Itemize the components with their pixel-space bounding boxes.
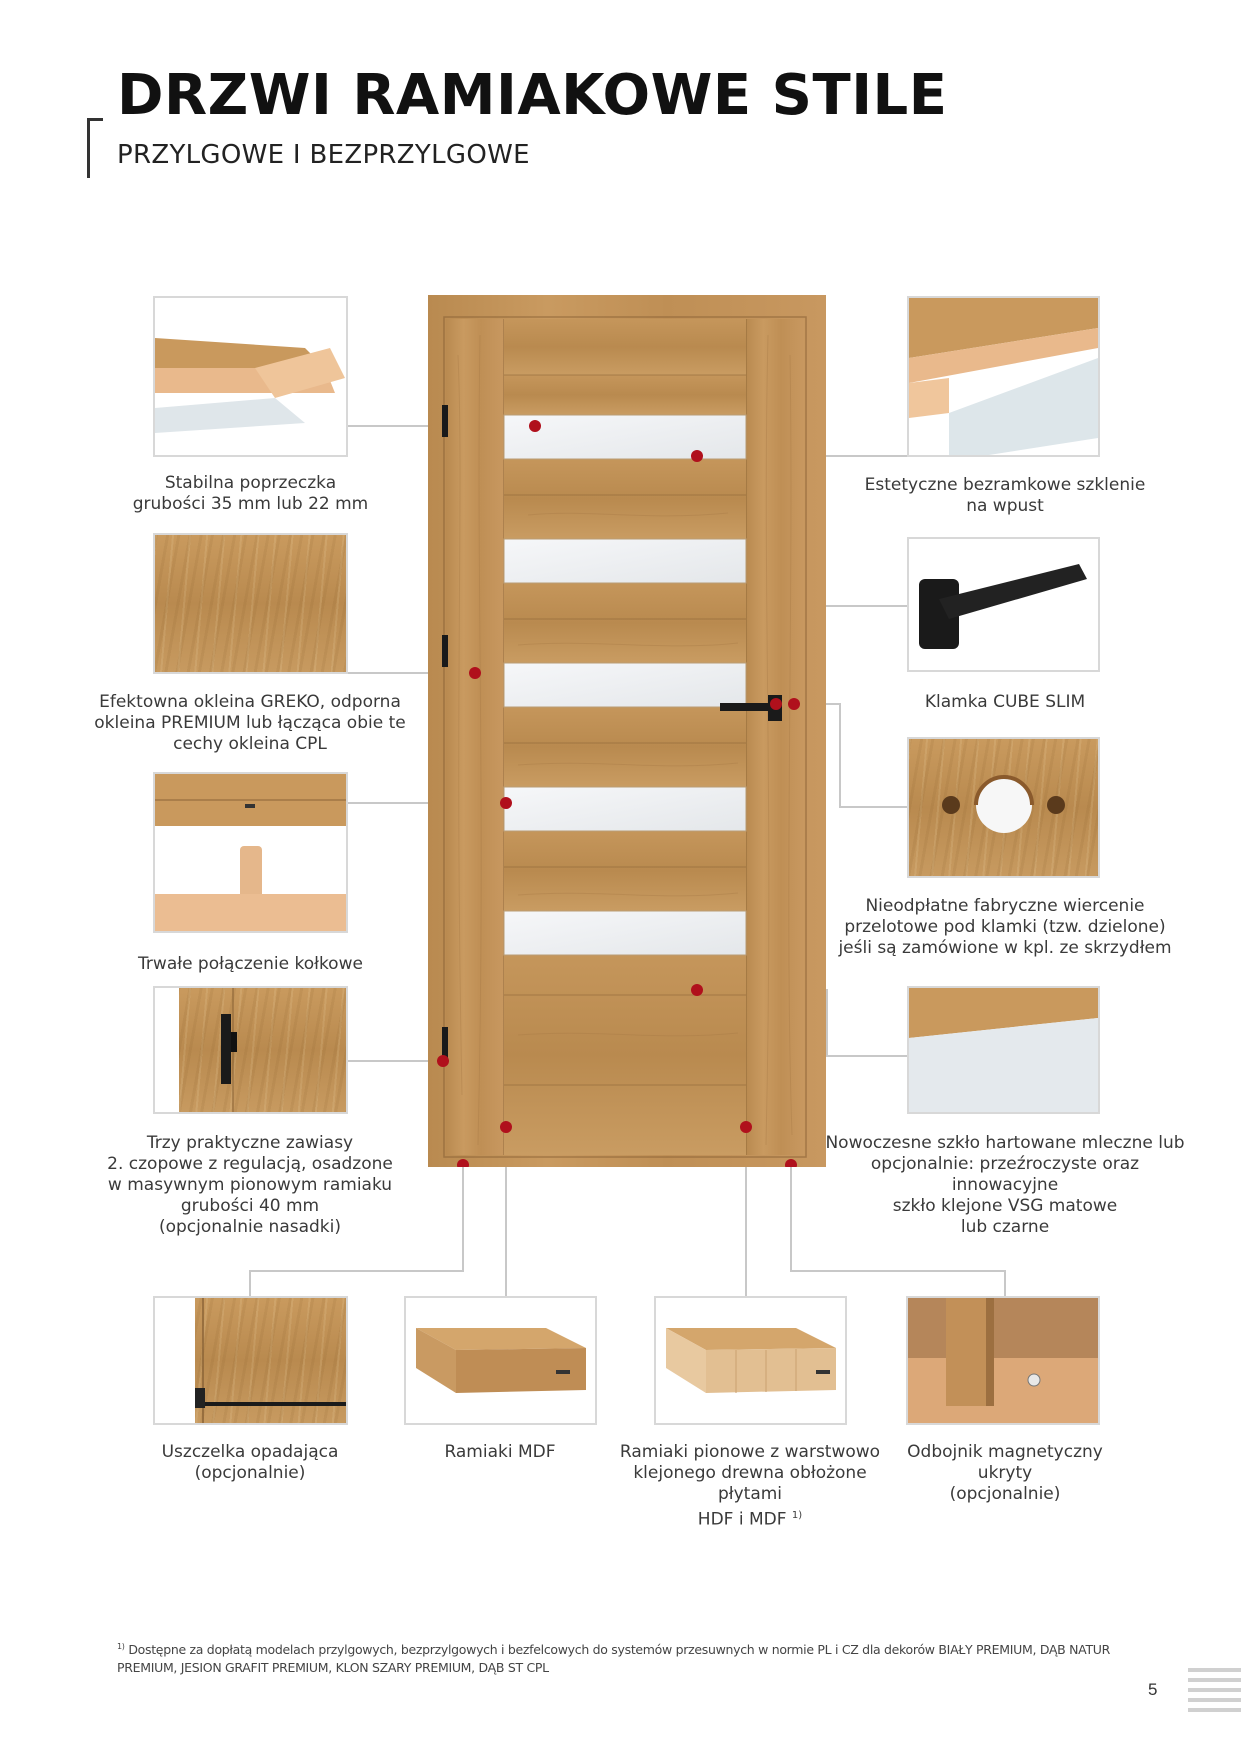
photo-crossbar — [153, 296, 348, 457]
caption-handle: Klamka CUBE SLIM — [924, 692, 1086, 712]
caption-veneer: Efektowna okleina GREKO, odporna okleina PREMIUM lub łącząca obie te cechy okleina CPL — [94, 692, 406, 754]
caption-crossbar: Stabilna poprzeczka grubości 35 mm lub 22 mm — [132, 473, 369, 514]
page-stripe-decoration — [1188, 1668, 1241, 1672]
footnote: $^{1)}$ Dostępne za dopłatą modelach przylgowych, bezprzylgowych i bezfelcowych do systemów przesuwnych w normie PL i CZ dla dekorów BIAŁY PREMIUM, DĄB NATUR PREMIUM, JESION GRAFIT PREMIUM, KLON SZARY PREMIUM, DĄB ST CPL — [117, 1642, 1111, 1676]
photo-layered — [654, 1296, 847, 1425]
page-subtitle: PRZYLGOWE I BEZPRZYLGOWE — [117, 140, 530, 170]
caption-dowel: Trwałe połączenie kołkowe — [138, 954, 363, 974]
caption-glazing: Estetyczne bezramkowe szklenie na wpust — [864, 475, 1146, 516]
door-illustration — [428, 295, 826, 1167]
caption-glass: Nowoczesne szkło hartowane mleczne lub opcjonalnie: przeźroczyste oraz innowacyjne szkło klejone VSG matowe lub czarne — [825, 1133, 1185, 1237]
photo-hinges — [153, 986, 348, 1114]
page-stripe-decoration — [1188, 1708, 1241, 1712]
photo-seal — [153, 1296, 348, 1425]
photo-glazing — [907, 296, 1100, 457]
caption-mdf: Ramiaki MDF — [444, 1442, 556, 1462]
page-stripe-decoration — [1188, 1698, 1241, 1702]
photo-glass — [907, 986, 1100, 1114]
photo-mdf — [404, 1296, 597, 1425]
page-stripe-decoration — [1188, 1688, 1241, 1692]
caption-layered: Ramiaki pionowe z warstwowo klejonego drewna obłożone płytami HDF i MDF $^{1)}$ — [619, 1442, 881, 1530]
photo-dowel — [153, 772, 348, 933]
photo-veneer — [153, 533, 348, 674]
photo-handle — [907, 537, 1100, 672]
caption-drilling: Nieodpłatne fabryczne wiercenie przelotowe pod klamki (tzw. dzielone) jeśli są zamówione w kpl. ze skrzydłem — [838, 896, 1172, 958]
caption-magnet: Odbojnik magnetyczny ukryty (opcjonalnie) — [907, 1442, 1103, 1504]
photo-drilling — [907, 737, 1100, 878]
page-stripe-decoration — [1188, 1678, 1241, 1682]
caption-seal: Uszczelka opadająca (opcjonalnie) — [161, 1442, 339, 1483]
photo-magnet — [906, 1296, 1100, 1425]
page-number: 5 — [1148, 1680, 1158, 1699]
caption-hinges: Trzy praktyczne zawiasy 2. czopowe z regulacją, osadzone w masywnym pionowym ramiaku grubości 40 mm (opcjonalnie nasadki) — [107, 1133, 393, 1237]
page-title: DRZWI RAMIAKOWE STILE — [117, 63, 948, 128]
